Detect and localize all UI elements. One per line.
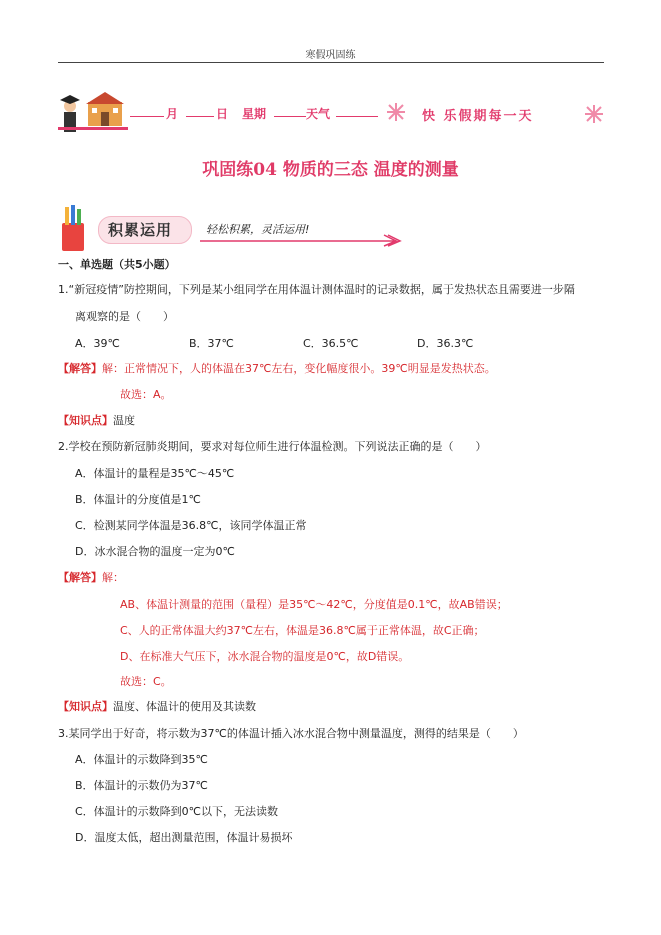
snowflake-icon xyxy=(584,104,604,124)
day-label: 日 xyxy=(216,107,229,121)
q1-stem-line1: 1.“新冠疫情”防控期间，下列是某小组同学在用体温计测体温时的记录数据，属于发热状态且需要进一步隔 xyxy=(58,283,575,296)
q2-option-d: D．冰水混合物的温度一定为0℃ xyxy=(75,545,235,558)
q3-stem: 3.某同学出于好奇，将示数为37℃的体温计插入冰水混合物中测量温度，测得的结果是（ ） xyxy=(58,727,524,740)
q1-option-c: C．36.5℃ xyxy=(303,337,359,350)
answer-tag: 【解答】 xyxy=(58,571,102,584)
running-header: 寒假巩固练 xyxy=(305,50,356,61)
section-slogan: 轻松积累，灵活运用! xyxy=(206,223,310,236)
q1-option-a: A．39℃ xyxy=(75,337,120,350)
weekday-label: 星期 xyxy=(242,107,267,121)
month-label: 月 xyxy=(166,107,179,121)
q2-option-b: B．体温计的分度值是1℃ xyxy=(75,493,201,506)
q1-choice: 故选：A。 xyxy=(120,388,172,401)
part-title: 一、单选题（共5小题） xyxy=(58,258,176,271)
q2-answer-lead: 解： xyxy=(102,571,124,584)
page-title: 巩固练04 物质的三态 温度的测量 xyxy=(202,160,459,180)
q3-option-d: D．温度太低，超出测量范围，体温计易损坏 xyxy=(75,831,293,844)
q2-answer-line1: AB、体温计测量的范围（量程）是35℃～42℃，分度值是0.1℃，故AB错误； xyxy=(120,598,508,611)
q1-knowledge-text: 温度 xyxy=(113,414,135,427)
q2-knowledge-text: 温度、体温计的使用及其读数 xyxy=(113,700,256,713)
answer-tag: 【解答】 xyxy=(58,362,102,375)
knowledge-tag: 【知识点】 xyxy=(58,700,113,713)
section-label: 积累运用 xyxy=(108,221,173,239)
q3-option-c: C．体温计的示数降到0℃以下，无法读数 xyxy=(75,805,279,818)
arrow-underline xyxy=(198,233,404,247)
header-rule xyxy=(58,62,604,63)
holiday-motto: 快 乐假期每一天 xyxy=(422,109,534,124)
q2-choice: 故选：C。 xyxy=(120,675,172,688)
q2-answer-line2: C、人的正常体温大约37℃左右，体温是36.8℃属于正常体温，故C正确； xyxy=(120,624,485,637)
q2-stem: 2.学校在预防新冠肺炎期间，要求对每位师生进行体温检测。下列说法正确的是（ ） xyxy=(58,440,487,453)
q3-option-b: B．体温计的示数仍为37℃ xyxy=(75,779,208,792)
q2-knowledge-point xyxy=(58,700,256,714)
q3-option-a: A．体温计的示数降到35℃ xyxy=(75,753,208,766)
q1-answer-text: 解：正常情况下，人的体温在37℃左右，变化幅度很小。39℃明显是发热状态。 xyxy=(102,362,496,375)
q1-knowledge-point xyxy=(58,414,135,428)
q1-answer xyxy=(58,362,496,376)
weather-label: 天气 xyxy=(306,107,331,121)
q2-option-a: A．体温计的量程是35℃～45℃ xyxy=(75,467,235,480)
q2-answer-head xyxy=(58,571,124,585)
q1-option-d: D．36.3℃ xyxy=(417,337,474,350)
knowledge-tag: 【知识点】 xyxy=(58,414,113,427)
pencil-cup-icon xyxy=(58,205,90,253)
date-banner xyxy=(58,92,618,136)
student-and-school-icon xyxy=(58,92,128,136)
q2-option-c: C．检测某同学体温是36.8℃，该同学体温正常 xyxy=(75,519,307,532)
q1-option-b: B．37℃ xyxy=(189,337,234,350)
q1-stem-line2: 离观察的是（ ） xyxy=(75,310,174,323)
q2-answer-line3: D、在标准大气压下，冰水混合物的温度是0℃，故D错误。 xyxy=(120,650,410,663)
snowflake-icon xyxy=(386,102,406,122)
